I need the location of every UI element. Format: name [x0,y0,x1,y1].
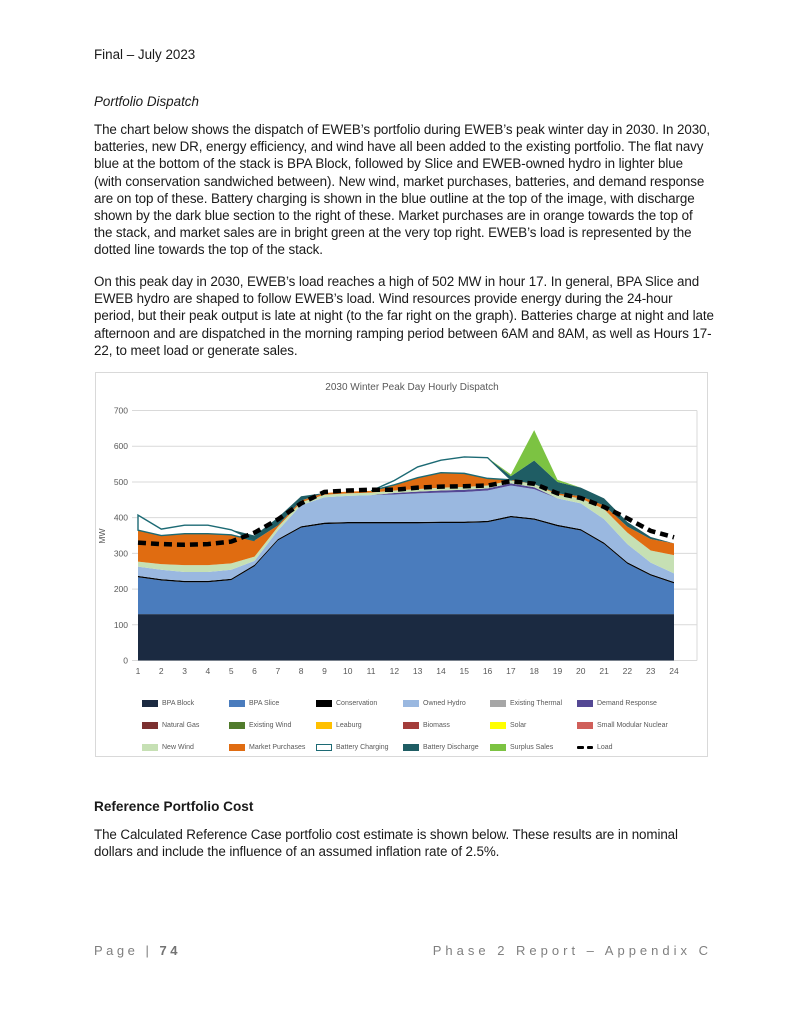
legend-label: Solar [510,722,527,729]
legend-item-market-purchases [229,743,316,752]
series-bpa-block [138,614,674,660]
legend-label: Battery Charging [336,744,389,751]
legend-item-battery-discharge [403,743,490,752]
x-axis-tick-label: 9 [322,666,327,676]
footer-report-title: Phase 2 Report – Appendix C [432,943,712,958]
legend-label: Leaburg [336,722,362,729]
legend-swatch [490,700,506,707]
x-axis-tick-label: 8 [298,666,304,676]
y-axis-tick-label: 100 [113,619,128,630]
section-heading-portfolio-dispatch: Portfolio Dispatch [94,94,199,109]
legend-item-demand-response [577,699,664,708]
legend-item-bpa-slice [229,699,316,708]
legend-label: Surplus Sales [510,744,554,751]
footer-page-value: 74 [159,943,181,958]
y-axis-tick-label: 300 [113,548,128,559]
legend-swatch [142,722,158,729]
legend-label: Existing Thermal [510,700,563,707]
section-heading-reference-portfolio-cost: Reference Portfolio Cost [94,799,254,814]
x-axis-tick-label: 2 [158,666,164,676]
legend-label: Natural Gas [162,722,200,729]
legend-swatch [490,722,506,729]
legend-item-solar [490,721,577,730]
legend-item-owned-hydro [403,699,490,708]
x-axis-tick-label: 4 [205,666,211,676]
legend-item-load [577,743,664,752]
legend-item-conservation [316,699,403,708]
legend-label: Battery Discharge [423,744,479,751]
x-axis-tick-label: 24 [669,666,679,676]
legend-label: Existing Wind [249,722,292,729]
legend-swatch [142,744,158,751]
x-axis-tick-label: 22 [622,666,633,676]
legend-swatch [229,722,245,729]
dispatch-chart [96,373,705,685]
y-axis-tick-label: 700 [113,405,128,416]
legend-item-small-modular-nuclear [577,721,668,730]
legend-label: New Wind [162,744,194,751]
x-axis-tick-label: 21 [599,666,609,676]
chart-legend [142,699,668,752]
y-axis-tick-label: 400 [113,512,128,523]
legend-label: Market Purchases [249,744,306,751]
y-axis-tick-label: 500 [113,476,128,487]
legend-item-new-wind [142,743,229,752]
x-axis-tick-label: 12 [389,666,400,676]
legend-label: BPA Block [162,700,195,707]
legend-item-biomass [403,721,490,730]
paragraph-dispatch-overview: The chart below shows the dispatch of EWEB’s portfolio during EWEB’s peak winter day in 2030. In 2030, batteries, new DR, energy efficiency, and wind have all been added to the existing portfolio. The flat navy blue at the bottom of the stack is BPA Block, followed by Slice and EWEB-owned hydro in lighter blue (with conservation sandwiched between). New wind, market purchases, batteries, and demand response are on top of these. Battery charging is shown in the blue outline at the top of the image, with discharge shown by the dark blue section to the right of these. Market purchases are in orange towards the top of the stack, and market sales are in bright green at the very top right. EWEB’s load is represented by the dotted line towards the top of the stack. [94,122,711,258]
legend-item-leaburg [316,721,403,730]
legend-label: Biomass [423,722,450,729]
dispatch-chart-figure [95,372,708,757]
legend-swatch [577,700,593,707]
y-axis-tick-label: 200 [113,584,128,595]
page-footer [94,943,712,958]
legend-swatch [316,744,332,751]
legend-swatch [577,722,593,729]
legend-swatch [403,744,419,751]
footer-page-number [94,943,181,958]
x-axis-tick-label: 6 [252,666,257,676]
x-axis-tick-label: 20 [576,666,586,676]
paragraph-reference-cost: The Calculated Reference Case portfolio cost estimate is shown below. These results are in nominal dollars and include the influence of an assumed inflation rate of 2.5%. [94,827,678,860]
legend-swatch [490,744,506,751]
legend-label: BPA Slice [249,700,280,707]
legend-label: Small Modular Nuclear [597,722,668,729]
legend-item-surplus-sales [490,743,577,752]
legend-label: Load [597,744,613,751]
chart-title: 2030 Winter Peak Day Hourly Dispatch [325,382,499,393]
legend-label: Demand Response [597,700,657,707]
legend-item-existing-thermal [490,699,577,708]
legend-swatch [403,722,419,729]
x-axis-tick-label: 19 [552,666,563,676]
legend-swatch [142,700,158,707]
legend-swatch [229,700,245,707]
x-axis-tick-label: 11 [366,666,376,676]
x-axis-tick-label: 1 [135,666,141,676]
page-header: Final – July 2023 [94,47,196,62]
paragraph-dispatch-detail: On this peak day in 2030, EWEB’s load reaches a high of 502 MW in hour 17. In general, BPA Slice and EWEB hydro are shaped to follow EWEB’s load. Wind resources provide energy during the 24-hour period, but their peak output is late at night (to the far right on the graph). Batteries charge at night and late afternoon and are dispatched in the morning ramping period between 6AM and 8AM, as well as Hours 17-22, to meet load or generate sales. [94,274,714,358]
x-axis-tick-label: 13 [412,666,423,676]
x-axis-tick-label: 5 [228,666,234,676]
legend-swatch [403,700,419,707]
x-axis-tick-label: 16 [482,666,493,676]
legend-item-natural-gas [142,721,229,730]
legend-label: Conservation [336,700,378,707]
legend-swatch [229,744,245,751]
legend-swatch [316,722,332,729]
x-axis-tick-label: 15 [459,666,469,676]
x-axis-tick-label: 3 [182,666,187,676]
legend-item-existing-wind [229,721,316,730]
legend-swatch [316,700,332,707]
x-axis-tick-label: 17 [506,666,516,676]
legend-item-battery-charging [316,743,403,752]
x-axis-tick-label: 18 [529,666,539,676]
x-axis-tick-label: 14 [436,666,446,676]
legend-label: Owned Hydro [423,700,466,707]
y-axis-title: MW [97,528,107,544]
x-axis-tick-label: 7 [275,666,281,676]
y-axis-tick-label: 0 [123,655,128,666]
legend-item-bpa-block [142,699,229,708]
x-axis-tick-label: 10 [343,666,353,676]
legend-swatch [577,744,593,751]
x-axis-tick-label: 23 [645,666,656,676]
y-axis-tick-label: 600 [113,441,128,452]
footer-page-label: Page | [94,943,153,958]
